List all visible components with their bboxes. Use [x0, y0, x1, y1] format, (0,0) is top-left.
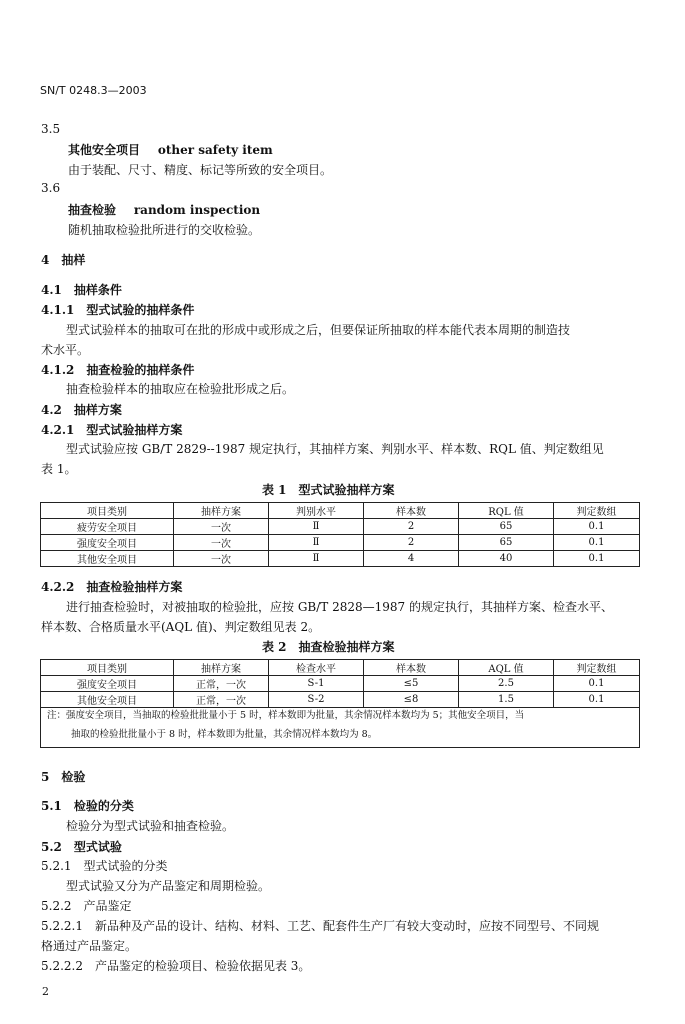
- table-cell: Ⅱ: [269, 535, 364, 551]
- table-cell: 其他安全项目: [41, 692, 174, 708]
- table-header-cell: 抽样方案: [174, 660, 269, 676]
- table-row: [41, 551, 640, 567]
- table-header-cell: 样本数: [364, 660, 459, 676]
- table-cell: 65: [459, 535, 554, 551]
- table-2-note-line1: 注：强度安全项目，当抽取的检验批批量小于 5 时，样本数即为批量，其余情况样本数均为 5；其他安全项目，当: [47, 710, 525, 721]
- table-cell: 0.1: [554, 676, 640, 692]
- section-5-heading: 5 检验: [41, 770, 86, 784]
- clause-4-2-2-heading: 4.2.2 抽查检验抽样方案: [41, 580, 183, 594]
- table-header-cell: 检查水平: [269, 660, 364, 676]
- table-cell: 强度安全项目: [41, 535, 174, 551]
- page-header: SN/T 0248.3—2003: [40, 84, 147, 97]
- clause-4-2-2-para-line1: 进行抽查检验时，对被抽取的检验批，应按 GB/T 2828—1987 的规定执行，其抽样方案、检查水平、: [66, 600, 613, 614]
- page-number: 2: [42, 985, 49, 998]
- clause-5-2-2-heading: 5.2.2 产品鉴定: [41, 899, 132, 913]
- clause-3-5-term: [68, 141, 273, 158]
- table-cell: 疲劳安全项目: [41, 519, 174, 535]
- table-1: [40, 502, 640, 567]
- table-2-note: [40, 704, 640, 748]
- clause-5-2-1-para: 型式试验又分为产品鉴定和周期检验。: [66, 879, 271, 893]
- table-cell: 1.5: [459, 692, 554, 708]
- clause-5-2-2-2-para: 5.2.2.2 产品鉴定的检验项目、检验依据见表 3。: [41, 959, 311, 973]
- clause-4-2-1-para-line2: 表 1。: [41, 462, 77, 476]
- table-cell: 强度安全项目: [41, 676, 174, 692]
- table-header-row: [41, 503, 640, 519]
- table-row: [41, 676, 640, 692]
- table-2-note-line2: 抽取的检验批批量小于 8 时，样本数即为批量，其余情况样本数均为 8。: [71, 729, 378, 740]
- table-cell: 0.1: [554, 519, 640, 535]
- clause-4-2-1-para-line1: 型式试验应按 GB/T 2829--1987 规定执行，其抽样方案、判别水平、样本数、RQL 值、判定数组见: [66, 442, 604, 456]
- table-cell: 一次: [174, 519, 269, 535]
- clause-4-1-1-para-line2: 术水平。: [41, 343, 90, 357]
- table-cell: 4: [364, 551, 459, 567]
- table-cell: 2.5: [459, 676, 554, 692]
- table-cell: 其他安全项目: [41, 551, 174, 567]
- term-en: random inspection: [133, 203, 261, 217]
- term-cn: 其他安全项目: [68, 143, 141, 157]
- table-header-cell: 项目类别: [41, 660, 174, 676]
- table-cell: 一次: [174, 551, 269, 567]
- table-cell: Ⅱ: [269, 519, 364, 535]
- table-cell: 0.1: [554, 692, 640, 708]
- table-cell: 65: [459, 519, 554, 535]
- clause-4-1-2-para: 抽查检验样本的抽取应在检验批形成之后。: [66, 382, 295, 396]
- table-cell: 正常，一次: [174, 676, 269, 692]
- table-header-cell: 判别水平: [269, 503, 364, 519]
- term-cn: 抽查检验: [68, 203, 117, 217]
- table-header-cell: 样本数: [364, 503, 459, 519]
- clause-5-2-2-1-para-line2: 格通过产品鉴定。: [41, 939, 138, 953]
- clause-3-6-term: [68, 201, 260, 218]
- table-header-cell: AQL 值: [459, 660, 554, 676]
- table-cell: 0.1: [554, 551, 640, 567]
- table-cell: 一次: [174, 535, 269, 551]
- table-2: [40, 659, 640, 708]
- table-cell: S-1: [269, 676, 364, 692]
- section-4-heading: 4 抽样: [41, 253, 86, 267]
- table-cell: 2: [364, 535, 459, 551]
- clause-3-5-number: 3.5: [41, 122, 61, 136]
- clause-4-2-2-para-line2: 样本数、合格质量水平(AQL 值)、判定数组见表 2。: [41, 620, 321, 634]
- table-cell: S-2: [269, 692, 364, 708]
- table-row: [41, 519, 640, 535]
- clause-5-2-heading: 5.2 型式试验: [41, 840, 122, 854]
- table-cell: ≤5: [364, 676, 459, 692]
- table-header-cell: 抽样方案: [174, 503, 269, 519]
- table-cell: 40: [459, 551, 554, 567]
- clause-4-1-1-heading: 4.1.1 型式试验的抽样条件: [41, 303, 195, 317]
- table-cell: 正常，一次: [174, 692, 269, 708]
- clause-5-1-para: 检验分为型式试验和抽查检验。: [66, 819, 235, 833]
- table-header-cell: RQL 值: [459, 503, 554, 519]
- table-header-row: [41, 660, 640, 676]
- table-cell: ≤8: [364, 692, 459, 708]
- table-cell: 0.1: [554, 535, 640, 551]
- table-header-cell: 判定数组: [554, 660, 640, 676]
- clause-3-6-definition: 随机抽取检验批所进行的交收检验。: [68, 223, 261, 237]
- clause-5-2-2-1-para-line1: 5.2.2.1 新品种及产品的设计、结构、材料、工艺、配套件生产厂有较大变动时，应按不同型号、不同规: [41, 919, 599, 933]
- clause-4-2-1-heading: 4.2.1 型式试验抽样方案: [41, 423, 183, 437]
- clause-3-5-definition: 由于装配、尺寸、精度、标记等所致的安全项目。: [68, 163, 333, 177]
- clause-4-2-heading: 4.2 抽样方案: [41, 403, 122, 417]
- table-header-cell: 项目类别: [41, 503, 174, 519]
- table-cell: 2: [364, 519, 459, 535]
- table-cell: Ⅱ: [269, 551, 364, 567]
- table-row: [41, 535, 640, 551]
- term-en: other safety item: [157, 143, 273, 157]
- clause-3-6-number: 3.6: [41, 181, 61, 195]
- table-header-cell: 判定数组: [554, 503, 640, 519]
- clause-5-1-heading: 5.1 检验的分类: [41, 799, 134, 813]
- table-1-caption: 表 1 型式试验抽样方案: [262, 483, 395, 497]
- table-2-caption: 表 2 抽查检验抽样方案: [262, 640, 395, 654]
- clause-4-1-heading: 4.1 抽样条件: [41, 283, 122, 297]
- clause-4-1-2-heading: 4.1.2 抽查检验的抽样条件: [41, 363, 195, 377]
- clause-5-2-1-heading: 5.2.1 型式试验的分类: [41, 859, 168, 873]
- clause-4-1-1-para-line1: 型式试验样本的抽取可在批的形成中或形成之后，但要保证所抽取的样本能代表本周期的制造技: [66, 323, 571, 337]
